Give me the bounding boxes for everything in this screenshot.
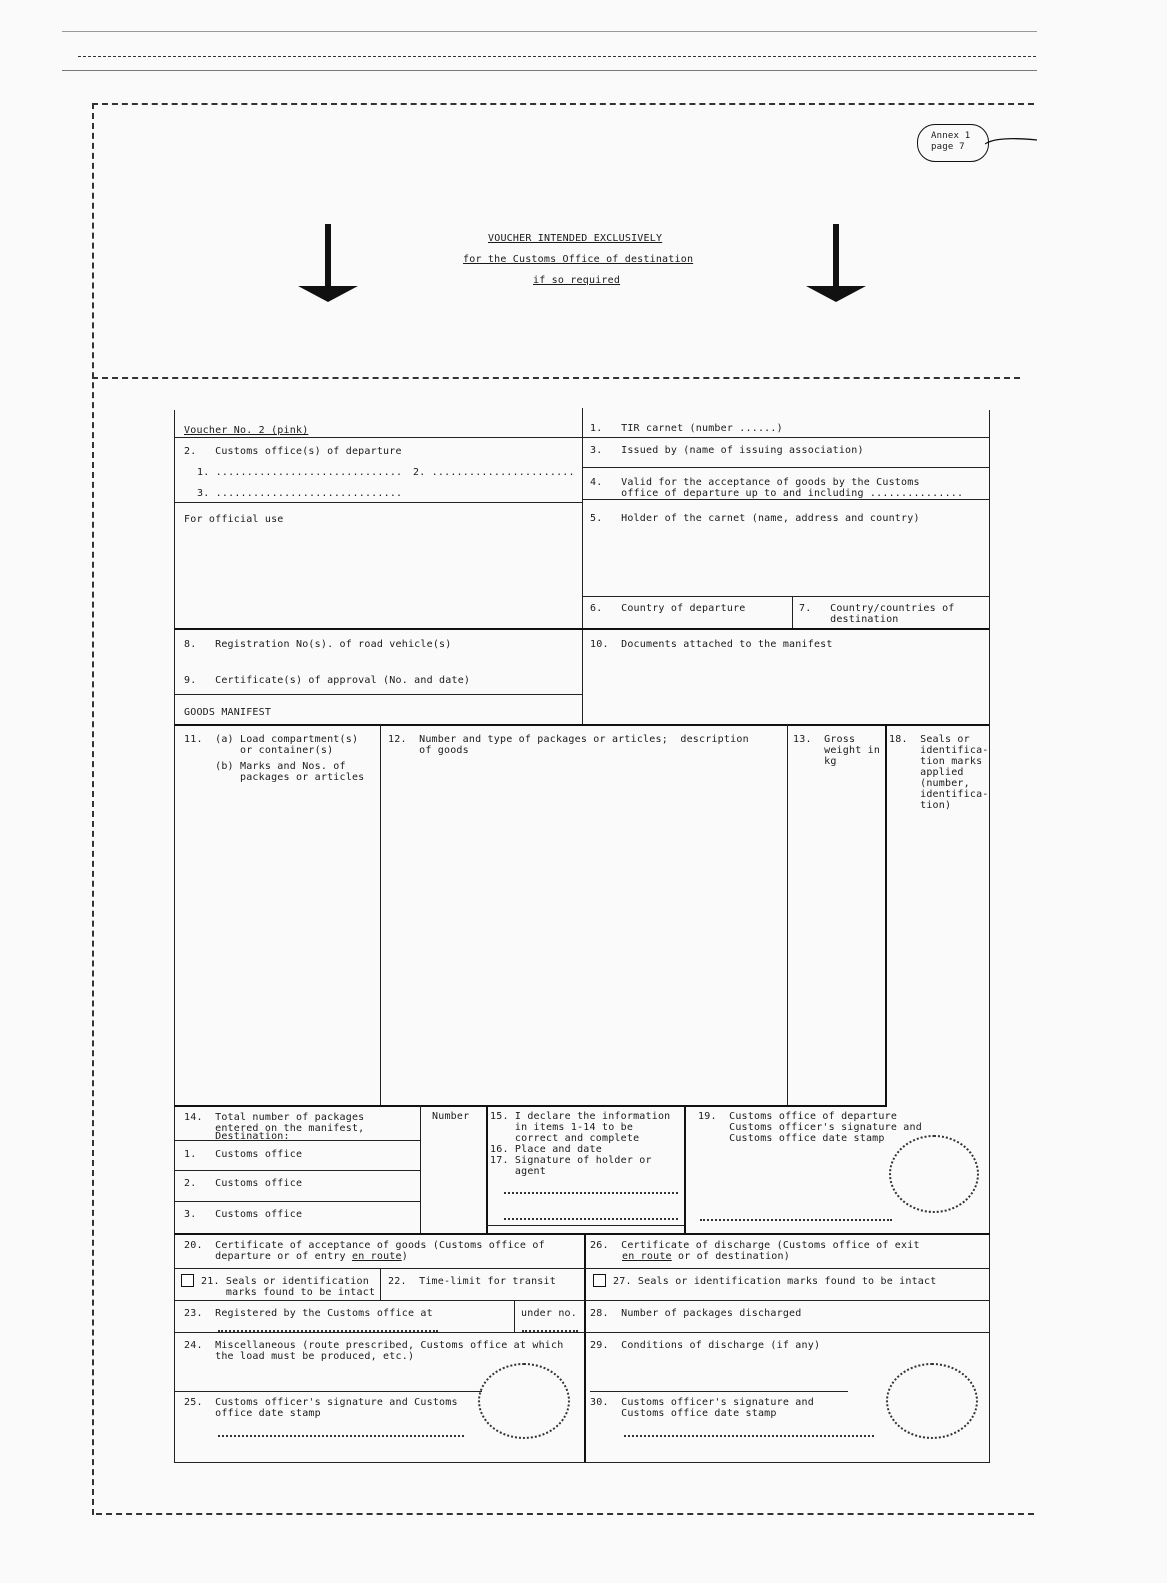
customs-office-2: 2. Customs office — [184, 1178, 303, 1189]
field-7-line1: 7. Country/countries of — [799, 603, 955, 614]
field-14-line1: 14. Total number of packages — [184, 1112, 365, 1123]
field-2-line-3: 3. .............................. — [197, 488, 403, 499]
stamp-circle-19 — [889, 1135, 979, 1213]
field-10: 10. Documents attached to the manifest — [590, 639, 833, 650]
form-right-border — [989, 410, 990, 1462]
top-rule-2 — [62, 70, 1037, 71]
field-22: 22. Time-limit for transit — [388, 1276, 556, 1287]
header-line1: VOUCHER INTENDED EXCLUSIVELY — [488, 233, 663, 244]
field-18-line5: (number, — [889, 778, 970, 789]
field-30-line2: Customs office date stamp — [590, 1408, 777, 1419]
field-18-line6: identifica- — [889, 789, 989, 800]
field-19-line1: 19. Customs office of departure — [698, 1111, 898, 1122]
field-12-line2: of goods — [388, 745, 469, 756]
goods-manifest: GOODS MANIFEST — [184, 707, 272, 718]
frame-left — [92, 103, 94, 1515]
header-line3: if so required — [533, 275, 621, 286]
field-9: 9. Certificate(s) of approval (No. and date) — [184, 675, 471, 686]
field-2: 2. Customs office(s) of departure — [184, 446, 402, 457]
field-4-line1: 4. Valid for the acceptance of goods by the Customs — [590, 477, 920, 488]
form-bottom-border — [174, 1462, 990, 1463]
field-17-line2: agent — [490, 1166, 546, 1177]
down-arrow-left-icon — [298, 224, 358, 304]
annex-line1: Annex 1 — [931, 131, 971, 141]
field-11-line1: 11. (a) Load compartment(s) — [184, 734, 359, 745]
field-14-line3: Destination: — [184, 1131, 290, 1142]
frame-top — [92, 103, 1034, 105]
checkbox-27[interactable] — [593, 1274, 606, 1287]
under-no: under no. — [521, 1308, 577, 1319]
stamp-circle-30 — [886, 1363, 978, 1439]
field-24-line2: the load must be produced, etc.) — [184, 1351, 415, 1362]
field-4-line2: office of departure up to and including ............... — [590, 488, 964, 499]
top-rule — [62, 31, 1037, 32]
field-18-line2: identifica- — [889, 745, 989, 756]
field-8: 8. Registration No(s). of road vehicle(s) — [184, 639, 452, 650]
field-11-line2: or container(s) — [184, 745, 334, 756]
field-6: 6. Country of departure — [590, 603, 746, 614]
field-21-line1: 21. Seals or identification — [201, 1276, 369, 1287]
field-17-line1: 17. Signature of holder or — [490, 1155, 652, 1166]
field-29: 29. Conditions of discharge (if any) — [590, 1340, 821, 1351]
field-2-line-1: 1. .............................. — [197, 467, 403, 478]
field-13-line2: weight in — [793, 745, 881, 756]
frame-bottom — [96, 1513, 1034, 1515]
field-1: 1. TIR carnet (number ......) — [590, 423, 783, 434]
field-13-line3: kg — [793, 756, 837, 767]
field-18-line1: 18. Seals or — [889, 734, 970, 745]
field-12-line1: 12. Number and type of packages or articles; description — [388, 734, 749, 745]
field-11-line4: packages or articles — [184, 772, 365, 783]
field-19-line2: Customs officer's signature and — [698, 1122, 922, 1133]
field-14-line2: entered on the manifest, — [184, 1123, 365, 1134]
customs-office-3: 3. Customs office — [184, 1209, 303, 1220]
field-26-line1: 26. Certificate of discharge (Customs office of exit — [590, 1240, 920, 1251]
cut-line — [92, 377, 1020, 379]
official-use: For official use — [184, 514, 284, 525]
customs-office-1: 1. Customs office — [184, 1149, 303, 1160]
field-19-line3: Customs office date stamp — [698, 1133, 885, 1144]
field-25-line2: office date stamp — [184, 1408, 321, 1419]
field-15-line3: correct and complete — [490, 1133, 640, 1144]
field-11-line3: (b) Marks and Nos. of — [184, 761, 346, 772]
annex-line2: page 7 — [931, 142, 965, 152]
field-5: 5. Holder of the carnet (name, address and country) — [590, 513, 920, 524]
field-25-line1: 25. Customs officer's signature and Customs — [184, 1397, 458, 1408]
field-23: 23. Registered by the Customs office at — [184, 1308, 433, 1319]
field-21-line2: marks found to be intact — [201, 1287, 376, 1298]
stamp-circle-25 — [478, 1363, 570, 1439]
top-dashed-rule — [78, 56, 1036, 57]
field-15-line1: 15. I declare the information — [490, 1111, 671, 1122]
field-20-line2: departure or of entry en route) — [184, 1251, 408, 1262]
header-line2: for the Customs Office of destination — [463, 254, 694, 265]
field-18-line3: tion marks — [889, 756, 983, 767]
down-arrow-right-icon — [806, 224, 866, 304]
field-7-line2: destination — [799, 614, 899, 625]
field-27: 27. Seals or identification marks found to be intact — [613, 1276, 937, 1287]
field-15-line2: in items 1-14 to be — [490, 1122, 634, 1133]
field-28: 28. Number of packages discharged — [590, 1308, 802, 1319]
annex-connector — [985, 136, 1037, 148]
checkbox-21[interactable] — [181, 1274, 194, 1287]
voucher-label: Voucher No. 2 (pink) — [184, 425, 309, 436]
field-16: 16. Place and date — [490, 1144, 602, 1155]
field-24-line1: 24. Miscellaneous (route prescribed, Customs office at which — [184, 1340, 564, 1351]
field-2-line-2: 2. ....................... — [413, 467, 575, 478]
field-13-line1: 13. Gross — [793, 734, 856, 745]
field-3: 3. Issued by (name of issuing association) — [590, 445, 864, 456]
field-18-line7: tion) — [889, 800, 952, 811]
field-18-line4: applied — [889, 767, 964, 778]
center-divider-top — [582, 408, 583, 725]
field-30-line1: 30. Customs officer's signature and — [590, 1397, 814, 1408]
form-left-border — [174, 410, 175, 1462]
field-26-line2: en route or of destination) — [622, 1251, 790, 1262]
field-20-line1: 20. Certificate of acceptance of goods (Customs office of — [184, 1240, 545, 1251]
number-header: Number — [432, 1111, 470, 1122]
